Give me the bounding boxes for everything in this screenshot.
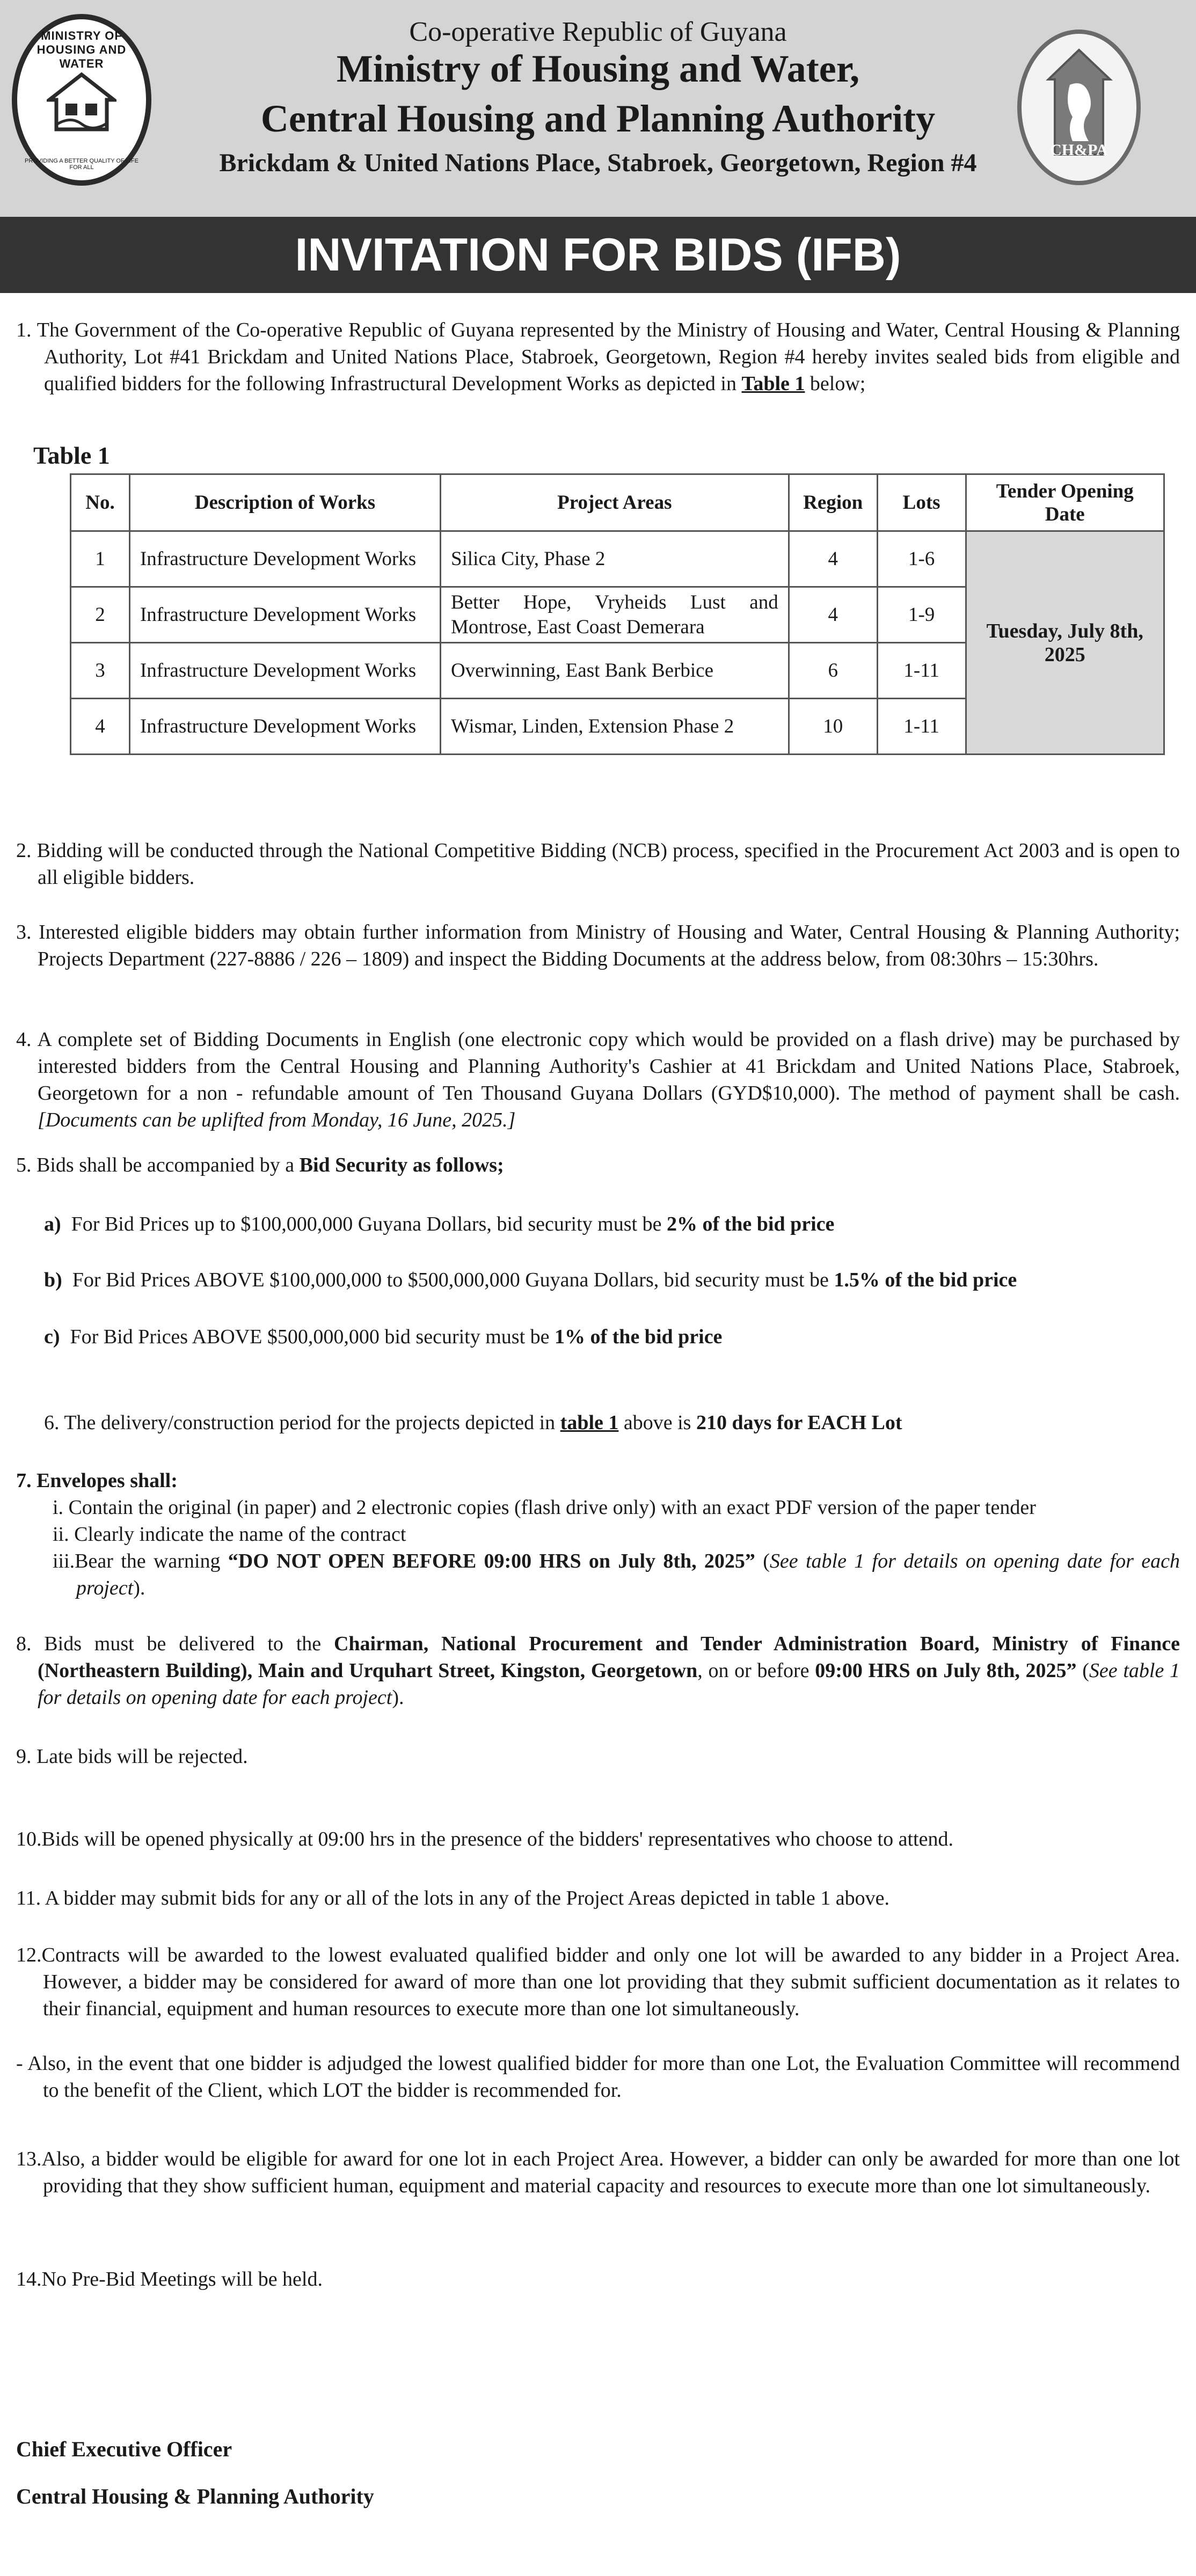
row-number: 4 [71, 699, 130, 755]
bid-security-item-b: b) For Bid Prices ABOVE $100,000,000 to $500,000,000 Guyana Dollars, bid security must be 1.5% of the bid price [44, 1269, 1017, 1291]
paragraph-12-note: - Also, in the event that one bidder is adjudged the lowest qualified bidder for more than one Lot, the Evaluation Committee will recommend to the benefit of the Client, which LOT the bidder is recommended for. [16, 2052, 1180, 2102]
table-1-reference: table 1 [560, 1411, 619, 1434]
paragraph-7-title: 7. Envelopes shall: [16, 1469, 178, 1492]
table-1-reference: Table 1 [741, 372, 805, 395]
column-header: Project Areas [440, 474, 789, 531]
paragraph-1: 1. The Government of the Co-operative Republic of Guyana represented by the Ministry of Housing and Water, Central Housing & Planning Authority, Lot #41 Brickdam and United Nations Place, Stabroek, Georgetown, Region #4 hereby invites sealed bids from eligible and qualified bidders for the following Infrastructural Development Works as depicted in Table 1 below; [16, 319, 1180, 395]
envelope-item-i: i. Contain the original (in paper) and 2 electronic copies (flash drive only) with an exact PDF version of the paper tender [53, 1496, 1036, 1519]
column-header: No. [71, 474, 130, 531]
row-project-area: Overwinning, East Bank Berbice [440, 643, 789, 699]
authority-name: Central Housing and Planning Authority [260, 97, 936, 140]
row-project-area: Silica City, Phase 2 [440, 531, 789, 587]
column-header: Tender Opening Date [966, 474, 1164, 531]
works-table [70, 473, 1165, 755]
table-header-row [71, 474, 1164, 531]
chpa-logo-text: CH&PA [1050, 141, 1108, 159]
title-banner [0, 217, 1196, 293]
row-description: Infrastructure Development Works [129, 699, 440, 755]
signatory-title: Chief Executive Officer [16, 2437, 232, 2461]
header [0, 0, 1196, 217]
envelope-item-ii: ii. Clearly indicate the name of the contract [53, 1523, 406, 1546]
uplift-note: [Documents can be uplifted from Monday, 16 June, 2025.] [38, 1109, 516, 1131]
row-region: 4 [789, 587, 877, 643]
row-lots: 1-11 [877, 699, 966, 755]
row-lots: 1-6 [877, 531, 966, 587]
row-region: 10 [789, 699, 877, 755]
tender-opening-date: Tuesday, July 8th, 2025 [966, 531, 1164, 755]
paragraph-8: 8. Bids must be delivered to the Chairman, National Procurement and Tender Administration Board, Ministry of Finance (Northeastern Building), Main and Urquhart Street, Kingston, Georgetown, on or before 09:00 HRS on July 8th, 2025” (See table 1 for details on opening date for each project). [16, 1633, 1180, 1709]
paragraph-6: 6. The delivery/construction period for the projects depicted in table 1 above is 210 days for EACH Lot [44, 1411, 902, 1434]
authority-address: Brickdam & United Nations Place, Stabroek, Georgetown, Region #4 [219, 149, 977, 177]
row-description: Infrastructure Development Works [129, 531, 440, 587]
row-region: 6 [789, 643, 877, 699]
paragraph-11: 11. A bidder may submit bids for any or all of the lots in any of the Project Areas depicted in table 1 above. [16, 1887, 889, 1909]
row-region: 4 [789, 531, 877, 587]
ministry-logo-tagline: PROVIDING A BETTER QUALITY OF LIFE FOR ALL [25, 158, 138, 171]
paragraph-3: 3. Interested eligible bidders may obtain further information from Ministry of Housing and Water, Central Housing & Planning Authority; Projects Department (227-8886 / 226 – 1809) and inspect the Bidding Documents at the address below, from 08:30hrs – 15:30hrs. [16, 921, 1180, 970]
ministry-name: Ministry of Housing and Water, [336, 47, 860, 90]
bid-security-item-c: c) For Bid Prices ABOVE $500,000,000 bid security must be 1% of the bid price [44, 1326, 723, 1348]
row-number: 3 [71, 643, 130, 699]
table-title: Table 1 [33, 442, 110, 469]
column-header: Region [789, 474, 877, 531]
bid-security-item-a: a) For Bid Prices up to $100,000,000 Guyana Dollars, bid security must be 2% of the bid price [44, 1213, 835, 1235]
paragraph-2: 2. Bidding will be conducted through the National Competitive Bidding (NCB) process, specified in the Procurement Act 2003 and is open to all eligible bidders. [16, 839, 1180, 889]
envelope-item-iii: iii.Bear the warning “DO NOT OPEN BEFORE 09:00 HRS on July 8th, 2025” (See table 1 for details on opening date for each project). [53, 1550, 1180, 1599]
row-number: 1 [71, 531, 130, 587]
row-lots: 1-11 [877, 643, 966, 699]
column-header: Lots [877, 474, 966, 531]
paragraph-13: 13.Also, a bidder would be eligible for award for one lot in each Project Area. However, a bidder can only be awarded for more than one lot providing that they show sufficient human, equipment and material capacity and resources to execute more than one lot simultaneously. [16, 2148, 1180, 2197]
row-lots: 1-9 [877, 587, 966, 643]
paragraph-10: 10.Bids will be opened physically at 09:00 hrs in the presence of the bidders' representatives who choose to attend. [16, 1828, 953, 1850]
row-description: Infrastructure Development Works [129, 587, 440, 643]
column-header: Description of Works [129, 474, 440, 531]
row-number: 2 [71, 587, 130, 643]
page-title: INVITATION FOR BIDS (IFB) [295, 229, 901, 281]
country-name: Co-operative Republic of Guyana [409, 17, 787, 47]
row-project-area: Better Hope, Vryheids Lust and Montrose, East Coast Demerara [440, 587, 789, 643]
paragraph-4: 4. A complete set of Bidding Documents in English (one electronic copy which would be provided on a flash drive) may be purchased by interested bidders from the Central Housing and Planning Authority's Cashier at 41 Brickdam and United Nations Place, Stabroek, Georgetown for a non - refundable amount of Ten Thousand Guyana Dollars (GYD$10,000). The method of payment shall be cash. [Documents can be uplifted from Monday, 16 June, 2025.] [16, 1028, 1180, 1131]
paragraph-9: 9. Late bids will be rejected. [16, 1745, 248, 1768]
row-description: Infrastructure Development Works [129, 643, 440, 699]
paragraph-12: 12.Contracts will be awarded to the lowest evaluated qualified bidder and only one lot will be awarded to any bidder in a Project Area. However, a bidder may be considered for award of more than one lot providing that they submit sufficient documentation as it relates to their financial, equipment and human resources to execute more than one lot simultaneously. [16, 1944, 1180, 2020]
table-row [71, 531, 1164, 587]
paragraph-5: 5. Bids shall be accompanied by a Bid Security as follows; [16, 1154, 504, 1176]
row-project-area: Wismar, Linden, Extension Phase 2 [440, 699, 789, 755]
chpa-logo [1017, 30, 1141, 185]
paragraph-14: 14.No Pre-Bid Meetings will be held. [16, 2268, 323, 2290]
ministry-logo-ring-text: MINISTRY OF HOUSING AND WATER [37, 29, 127, 70]
signatory-organization: Central Housing & Planning Authority [16, 2484, 374, 2508]
